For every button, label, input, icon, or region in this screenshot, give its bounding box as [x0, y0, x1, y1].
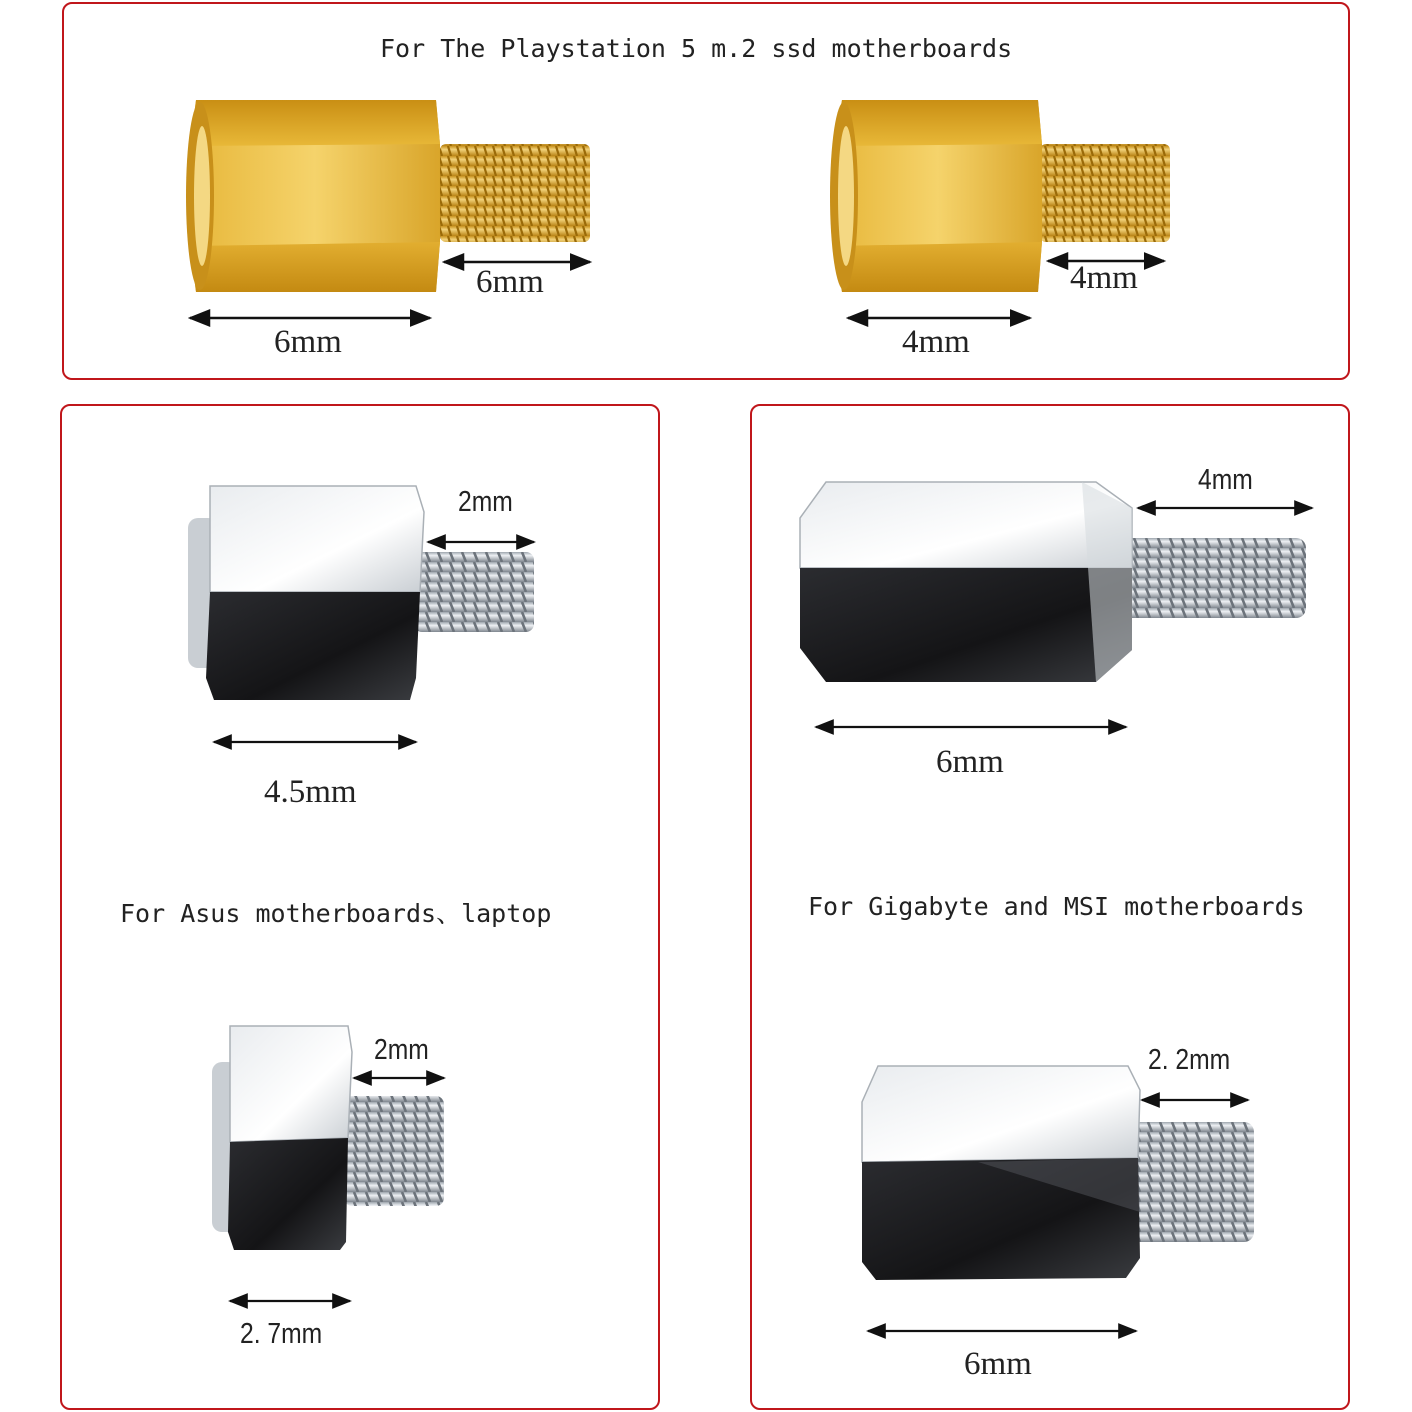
asus-a-thread-arrow	[424, 534, 538, 550]
ps5-b-thread-label: 4mm	[1070, 260, 1138, 296]
gigabyte-b-thread-arrow	[1138, 1092, 1252, 1108]
gigabyte-b-thread-label: 2. 2mm	[1148, 1044, 1231, 1076]
asus-b-thread-label: 2mm	[374, 1034, 429, 1066]
gigabyte-a-thread-arrow	[1134, 500, 1316, 516]
ps5-caption: For The Playstation 5 m.2 ssd motherboards	[380, 34, 1013, 63]
asus-a-thread-label: 2mm	[458, 486, 513, 518]
asus-b-thread-arrow	[350, 1070, 448, 1086]
gigabyte-b-body-label: 6mm	[964, 1346, 1032, 1382]
asus-a-body-label: 4.5mm	[264, 774, 357, 810]
asus-a-body-arrow	[210, 734, 420, 750]
gigabyte-a-thread-label: 4mm	[1198, 464, 1253, 496]
gigabyte-b-body-arrow	[864, 1323, 1140, 1339]
asus-b-body-arrow	[226, 1293, 354, 1309]
asus-b-body-label: 2. 7mm	[240, 1318, 323, 1350]
asus-caption: For Asus motherboards、laptop	[120, 899, 552, 928]
gigabyte-a-body-label: 6mm	[936, 744, 1004, 780]
ps5-b-body-label: 4mm	[902, 324, 970, 360]
ps5-a-body-label: 6mm	[274, 324, 342, 360]
gigabyte-caption: For Gigabyte and MSI motherboards	[808, 892, 1305, 921]
gigabyte-a-body-arrow	[812, 719, 1130, 735]
ps5-a-thread-label: 6mm	[476, 264, 544, 300]
